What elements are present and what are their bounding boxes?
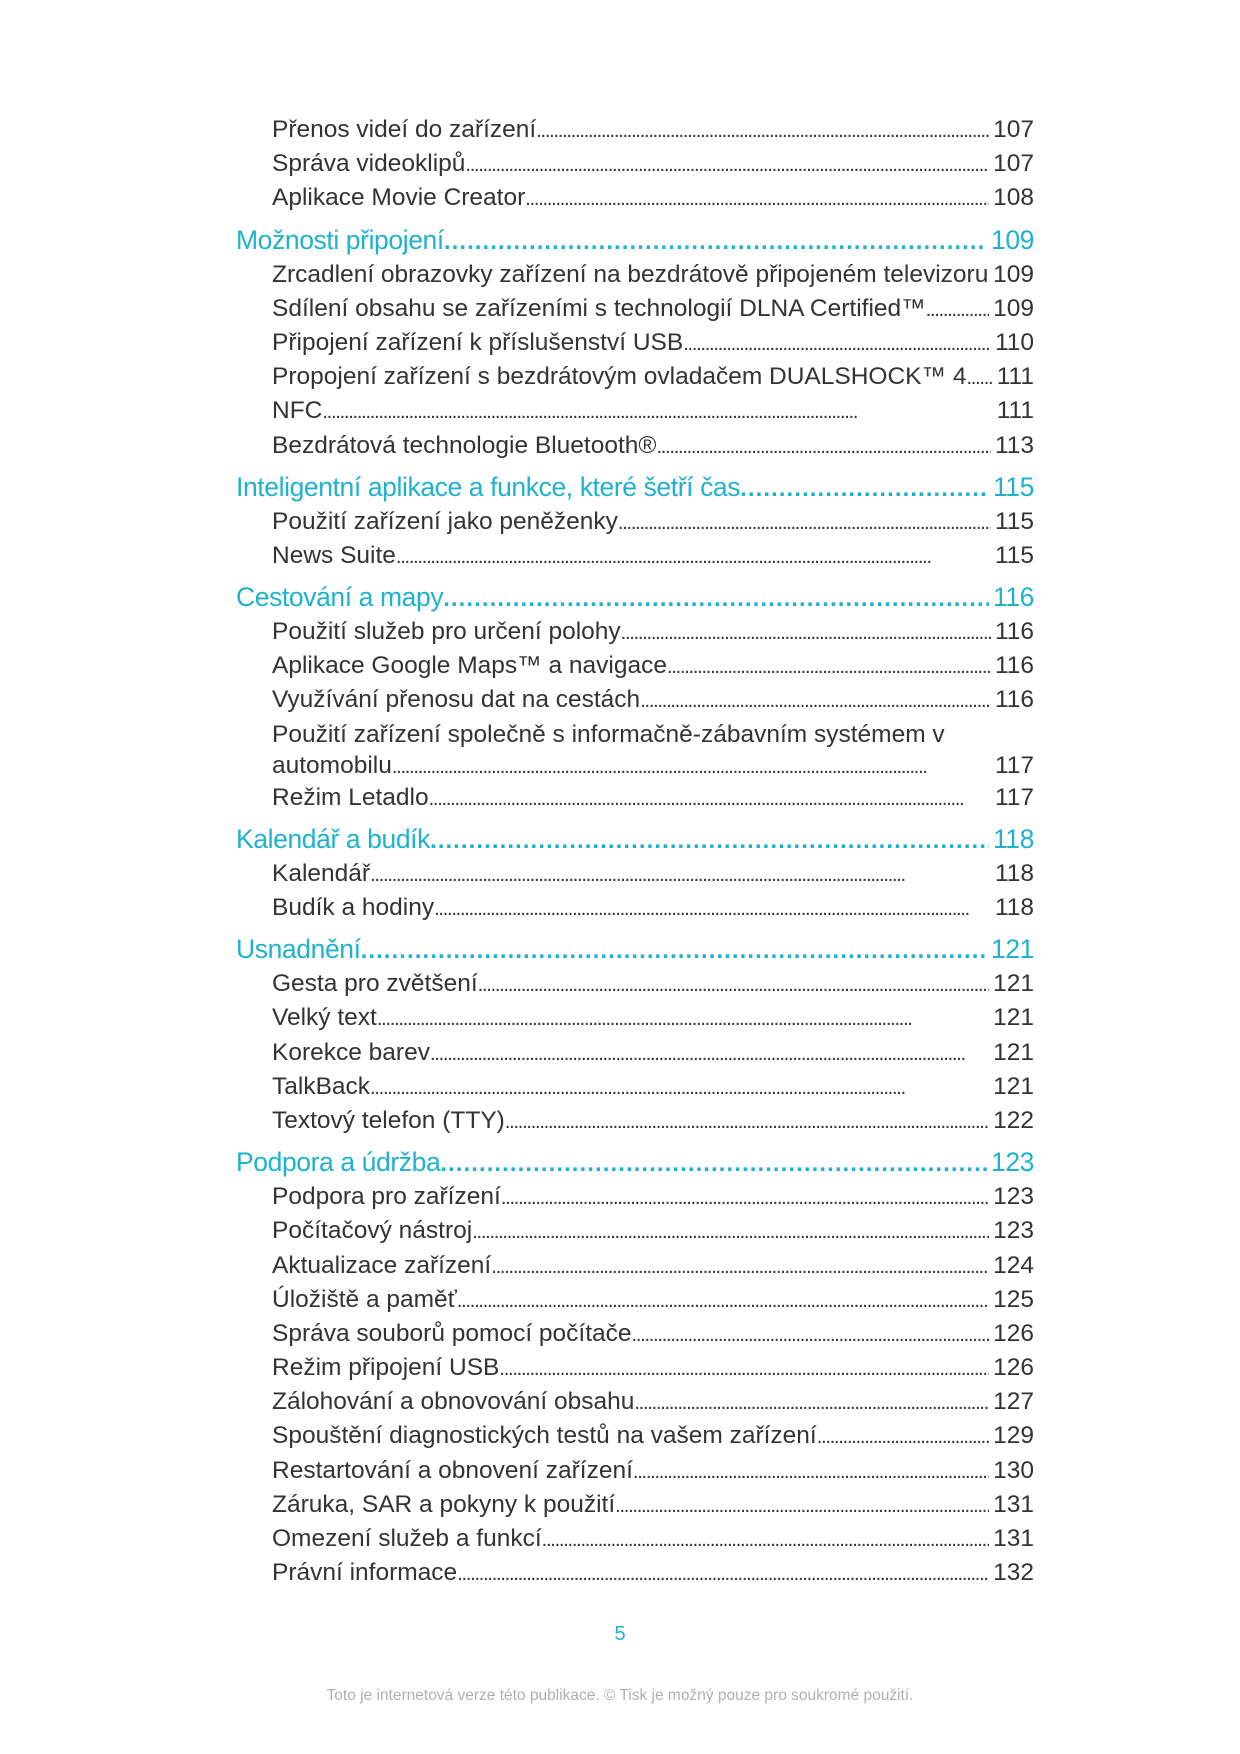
table-of-contents [236, 113, 1034, 1590]
toc-chapter[interactable] [236, 463, 1034, 505]
toc-entry-title-line1: Použití zařízení společně s informačně-zábavním systémem v [272, 720, 945, 748]
toc-chapter[interactable] [236, 815, 1034, 857]
dot-leader [542, 1522, 989, 1556]
toc-entry-title: Velký text [272, 1004, 377, 1032]
toc-entry-title: Zrcadlení obrazovky zařízení na bezdrátově připojeném televizoru [272, 260, 989, 288]
dot-leader [443, 573, 989, 615]
toc-entry-page: 107 [993, 116, 1034, 143]
dot-leader [740, 463, 989, 505]
toc-entry-page: 111 [996, 363, 1034, 391]
toc-entry[interactable] [236, 967, 1034, 1001]
toc-entry-page: 113 [994, 431, 1034, 459]
toc-entry-page: 109 [993, 294, 1034, 322]
dot-leader [430, 815, 989, 857]
toc-entry-title: Režim připojení USB [272, 1354, 500, 1382]
toc-chapter[interactable] [236, 216, 1034, 258]
toc-entry[interactable] [236, 1249, 1034, 1283]
toc-entry[interactable] [236, 505, 1034, 539]
toc-entry-page: 121 [993, 1072, 1034, 1100]
toc-entry-page: 121 [993, 1004, 1034, 1032]
toc-entry-page: 118 [994, 894, 1034, 921]
toc-chapter[interactable] [236, 573, 1034, 615]
toc-entry-title: Přenos videí do zařízení [272, 116, 537, 143]
toc-entry-title: Gesta pro zvětšení [272, 970, 478, 998]
toc-entry-title: Kalendář [272, 859, 371, 887]
toc-entry-title: Záruka, SAR a pokyny k použití [272, 1490, 616, 1518]
toc-entry[interactable] [236, 1104, 1034, 1138]
toc-entry-page: 121 [993, 970, 1034, 998]
toc-entry-page: 116 [994, 686, 1034, 714]
toc-entry-page: 123 [993, 1217, 1034, 1245]
toc-entry-title: Podpora pro zařízení [272, 1183, 501, 1211]
toc-entry-page: 124 [993, 1251, 1034, 1279]
toc-entry-title: Sdílení obsahu se zařízeními s technologií DLNA Certified™ [272, 294, 926, 322]
dot-leader [525, 181, 989, 215]
toc-entry[interactable] [236, 1317, 1034, 1351]
dot-leader [926, 292, 989, 326]
toc-chapter-title: Kalendář a budík [236, 823, 430, 854]
toc-entry[interactable] [236, 781, 1034, 815]
dot-leader [429, 781, 991, 815]
toc-entry[interactable] [236, 147, 1034, 181]
dot-leader [392, 751, 991, 781]
toc-entry[interactable] [236, 360, 1034, 394]
toc-entry[interactable] [236, 1283, 1034, 1317]
dot-leader [656, 429, 990, 463]
toc-chapter-title: Podpora a údržba [236, 1147, 441, 1178]
toc-entry[interactable] [236, 1522, 1034, 1556]
dot-leader [361, 925, 987, 967]
dot-leader [434, 891, 991, 925]
toc-chapter-page: 109 [990, 224, 1034, 255]
toc-entry-title: Správa videoklipů [272, 150, 466, 178]
toc-entry[interactable] [236, 683, 1034, 717]
dot-leader [817, 1419, 989, 1453]
toc-entry[interactable] [236, 1001, 1034, 1035]
dot-leader [683, 326, 991, 360]
toc-entry-page: 111 [996, 397, 1034, 425]
toc-entry[interactable] [236, 394, 1034, 428]
dot-leader [621, 615, 991, 649]
toc-entry-title: Budík a hodiny [272, 894, 435, 921]
dot-leader [430, 1036, 989, 1070]
toc-entry[interactable] [236, 113, 1034, 147]
toc-entry[interactable] [236, 718, 1034, 781]
toc-chapter-title: Cestování a mapy [236, 582, 444, 613]
toc-entry-page: 117 [994, 751, 1034, 779]
toc-entry[interactable] [236, 1454, 1034, 1488]
dot-leader [667, 649, 991, 683]
toc-entry-page: 116 [994, 652, 1034, 680]
toc-chapter-page: 118 [992, 823, 1034, 854]
toc-chapter-title: Inteligentní aplikace a funkce, které šetří čas [236, 471, 741, 502]
toc-entry-title: News Suite [272, 541, 396, 569]
toc-entry[interactable] [236, 1214, 1034, 1248]
dot-leader [615, 1488, 989, 1522]
toc-entry-title: Bezdrátová technologie Bluetooth® [272, 431, 657, 459]
toc-chapter-title: Usnadnění [236, 934, 361, 965]
dot-leader [634, 1385, 989, 1419]
dot-leader [465, 147, 989, 181]
toc-entry-page: 109 [993, 260, 1034, 288]
dot-leader [633, 1454, 989, 1488]
toc-entry-page: 129 [993, 1422, 1034, 1450]
dot-leader [444, 216, 987, 258]
toc-entry-page: 121 [993, 1038, 1034, 1066]
toc-entry[interactable] [236, 1351, 1034, 1385]
toc-entry-page: 117 [994, 783, 1034, 811]
dot-leader [322, 394, 992, 428]
dot-leader [440, 1138, 987, 1180]
dot-leader [966, 360, 992, 394]
dot-leader [457, 1283, 989, 1317]
toc-entry-page: 108 [993, 184, 1034, 212]
toc-entry[interactable] [236, 615, 1034, 649]
toc-entry[interactable] [236, 1070, 1034, 1104]
toc-entry-title: Restartování a obnovení zařízení [272, 1456, 633, 1484]
dot-leader [491, 1249, 989, 1283]
page-number: 5 [614, 1623, 626, 1645]
toc-entry[interactable] [236, 181, 1034, 215]
toc-chapter[interactable] [236, 1138, 1034, 1180]
toc-chapter-page: 121 [990, 934, 1034, 965]
toc-entry[interactable] [236, 258, 1034, 292]
toc-entry-page: 122 [993, 1106, 1034, 1134]
dot-leader [377, 1001, 989, 1035]
toc-entry-page: 126 [993, 1354, 1034, 1382]
toc-entry-page: 125 [993, 1285, 1034, 1313]
dot-leader [536, 113, 989, 147]
dot-leader [396, 539, 991, 573]
toc-entry-title: Textový telefon (TTY) [272, 1106, 505, 1134]
dot-leader [370, 1070, 989, 1104]
toc-entry-title: Aktualizace zařízení [272, 1251, 492, 1279]
toc-entry[interactable] [236, 1385, 1034, 1419]
toc-entry-page: 115 [994, 507, 1034, 535]
dot-leader [505, 1104, 989, 1138]
footer-note: Toto je internetová verze této publikace. © Tisk je možný pouze pro soukromé použití. [326, 1687, 914, 1704]
toc-entry-title: Právní informace [272, 1559, 458, 1587]
toc-entry-title: Počítačový nástroj [272, 1217, 473, 1245]
toc-entry-title: TalkBack [272, 1072, 371, 1100]
dot-leader [499, 1351, 989, 1385]
toc-entry-title: Použití zařízení jako peněženky [272, 507, 618, 535]
toc-entry-title: Aplikace Google Maps™ a navigace [272, 652, 667, 680]
dot-leader [618, 505, 991, 539]
toc-entry[interactable] [236, 1556, 1034, 1590]
dot-leader [472, 1214, 989, 1248]
toc-entry-title: Režim Letadlo [272, 783, 429, 811]
toc-entry-page: 132 [993, 1559, 1034, 1587]
dot-leader [478, 967, 989, 1001]
toc-entry-page: 110 [994, 328, 1034, 356]
toc-entry-title: Propojení zařízení s bezdrátovým ovladačem DUALSHOCK™ 4 [272, 363, 967, 391]
toc-entry-page: 123 [993, 1183, 1034, 1211]
toc-entry-page: 127 [993, 1388, 1034, 1416]
toc-entry-title: Úložiště a paměť [272, 1285, 457, 1313]
toc-entry[interactable] [236, 326, 1034, 360]
toc-entry[interactable] [236, 1488, 1034, 1522]
toc-entry-page: 126 [993, 1319, 1034, 1347]
toc-entry-page: 107 [993, 150, 1034, 178]
toc-entry[interactable] [236, 891, 1034, 925]
toc-entry-title: NFC [272, 397, 323, 425]
toc-entry[interactable] [236, 1036, 1034, 1070]
toc-chapter-page: 123 [990, 1147, 1034, 1178]
toc-entry[interactable] [236, 857, 1034, 891]
toc-entry[interactable] [236, 649, 1034, 683]
toc-entry-page: 130 [993, 1456, 1034, 1484]
dot-leader [370, 857, 991, 891]
toc-entry-title: Zálohování a obnovování obsahu [272, 1388, 635, 1416]
toc-entry-page: 131 [993, 1490, 1034, 1518]
toc-entry-title: Aplikace Movie Creator [272, 184, 526, 212]
toc-entry[interactable] [236, 1419, 1034, 1453]
dot-leader [501, 1180, 989, 1214]
toc-entry-title: Použití služeb pro určení polohy [272, 618, 621, 646]
toc-entry-page: 115 [994, 541, 1034, 569]
toc-entry-title: Správa souborů pomocí počítače [272, 1319, 632, 1347]
toc-entry[interactable] [236, 539, 1034, 573]
toc-entry-title: Spouštění diagnostických testů na vašem zařízení [272, 1422, 817, 1450]
toc-entry-title: Připojení zařízení k příslušenství USB [272, 328, 684, 356]
toc-entry-title: Využívání přenosu dat na cestách [272, 686, 641, 714]
toc-entry-page: 118 [994, 859, 1034, 887]
toc-chapter-page: 116 [992, 582, 1034, 613]
dot-leader [457, 1556, 989, 1590]
dot-leader [632, 1317, 990, 1351]
dot-leader [640, 683, 991, 717]
toc-entry[interactable] [236, 292, 1034, 326]
toc-chapter[interactable] [236, 925, 1034, 967]
toc-entry[interactable] [236, 1180, 1034, 1214]
toc-entry-title-line2: automobilu [272, 751, 392, 779]
toc-entry-title: Korekce barev [272, 1038, 430, 1066]
toc-entry-title: Omezení služeb a funkcí [272, 1525, 542, 1552]
toc-entry-page: 131 [993, 1525, 1034, 1552]
toc-chapter-title: Možnosti připojení [236, 224, 444, 255]
toc-chapter-page: 115 [992, 471, 1034, 502]
toc-entry[interactable] [236, 429, 1034, 463]
toc-entry-page: 116 [994, 618, 1034, 646]
